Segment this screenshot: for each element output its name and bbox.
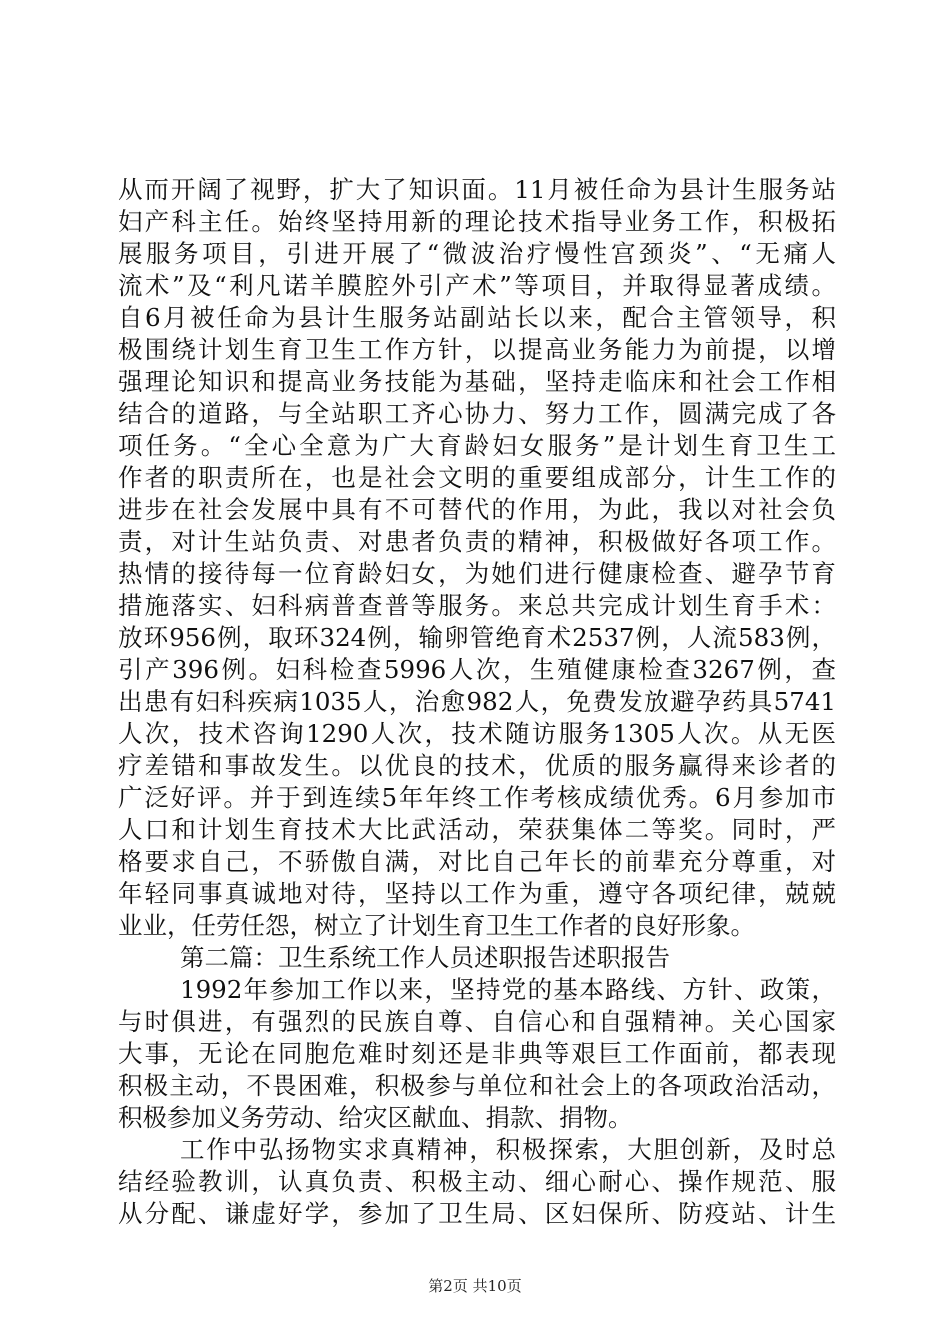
text-line: 热情的接待每一位育龄妇女，为她们进行健康检查、避孕节育 <box>118 559 836 588</box>
text-line: 展服务项目，引进开展了“微波治疗慢性宫颈炎”、“无痛人 <box>118 239 836 268</box>
text-line: 积极主动，不畏困难，积极参与单位和社会上的各项政治活动， <box>118 1071 836 1100</box>
text-line: 广泛好评。并于到连续5年年终工作考核成绩优秀。6月参加市 <box>118 783 836 812</box>
text-line: 放环956例，取环324例，输卵管绝育术2537例，人流583例， <box>118 623 836 652</box>
text-line: 措施落实、妇科病普查普等服务。来总共完成计划生育手术： <box>118 591 836 620</box>
text-line: 作者的职责所在，也是社会文明的重要组成部分，计生工作的 <box>118 463 836 492</box>
text-line: 出患有妇科疾病1035人，治愈982人，免费发放避孕药具5741 <box>118 687 836 716</box>
document-body <box>118 174 836 1230</box>
text-line: 流术”及“利凡诺羊膜腔外引产术”等项目，并取得显著成绩。 <box>118 271 836 300</box>
text-line: 工作中弘扬物实求真精神，积极探索，大胆创新，及时总 <box>180 1135 836 1164</box>
text-line: 从分配、谦虚好学，参加了卫生局、区妇保所、防疫站、计生 <box>118 1199 836 1228</box>
text-line: 自6月被任命为县计生服务站副站长以来，配合主管领导，积 <box>118 303 836 332</box>
text-line: 引产396例。妇科检查5996人次，生殖健康检查3267例，查 <box>118 655 836 684</box>
text-line: 业业，任劳任怨，树立了计划生育卫生工作者的良好形象。 <box>118 911 755 940</box>
text-line: 妇产科主任。始终坚持用新的理论技术指导业务工作，积极拓 <box>118 207 836 236</box>
text-line: 积极参加义务劳动、给灾区献血、捐款、捐物。 <box>118 1103 633 1132</box>
text-line: 大事，无论在同胞危难时刻还是非典等艰巨工作面前，都表现 <box>118 1039 836 1068</box>
text-line: 格要求自己，不骄傲自满，对比自己年长的前辈充分尊重，对 <box>118 847 836 876</box>
text-line: 人次，技术咨询1290人次，技术随访服务1305人次。从无医 <box>118 719 836 748</box>
text-line: 项任务。“全心全意为广大育龄妇女服务”是计划生育卫生工 <box>118 431 836 460</box>
text-line: 极围绕计划生育卫生工作方针，以提高业务能力为前提，以增 <box>118 335 836 364</box>
text-line: 年轻同事真诚地对待，坚持以工作为重，遵守各项纪律，兢兢 <box>118 879 836 908</box>
page-number-footer: 第2页 共10页 <box>428 1277 522 1295</box>
text-line: 强理论知识和提高业务技能为基础，坚持走临床和社会工作相 <box>118 367 836 396</box>
text-line: 人口和计划生育技术大比武活动，荣获集体二等奖。同时，严 <box>118 815 836 844</box>
text-line: 疗差错和事故发生。以优良的技术，优质的服务赢得来诊者的 <box>118 751 836 780</box>
text-line: 结合的道路，与全站职工齐心协力、努力工作，圆满完成了各 <box>118 399 836 428</box>
text-line: 1992年参加工作以来，坚持党的基本路线、方针、政策， <box>180 975 836 1004</box>
text-line: 进步在社会发展中具有不可替代的作用，为此，我以对社会负 <box>118 495 836 524</box>
section-heading: 第二篇：卫生系统工作人员述职报告述职报告 <box>180 943 670 972</box>
text-line: 从而开阔了视野，扩大了知识面。11月被任命为县计生服务站 <box>118 175 836 204</box>
text-line: 责，对计生站负责、对患者负责的精神，积极做好各项工作。 <box>118 527 836 556</box>
text-line: 结经验教训，认真负责、积极主动、细心耐心、操作规范、服 <box>118 1167 836 1196</box>
text-line: 与时俱进，有强烈的民族自尊、自信心和自强精神。关心国家 <box>118 1007 836 1036</box>
